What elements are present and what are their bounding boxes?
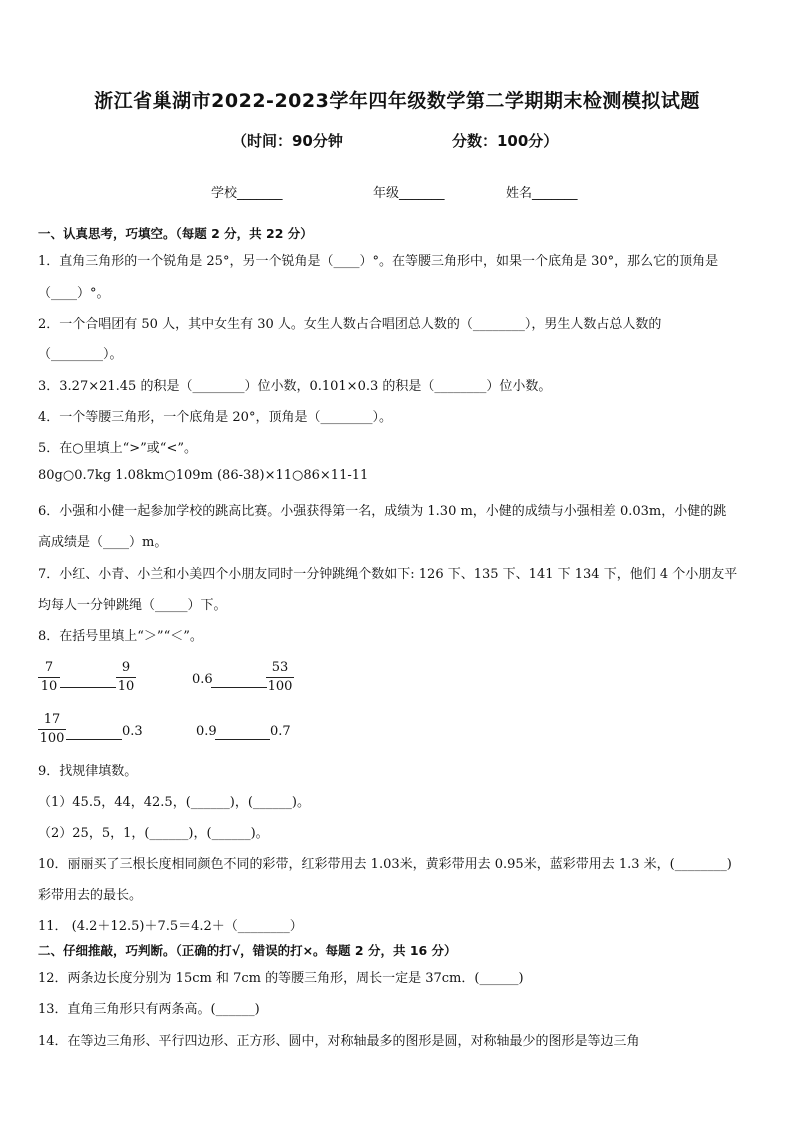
answer-blank[interactable]: [215, 739, 270, 740]
page-title: 浙江省巢湖市2022-2023学年四年级数学第二学期期末检测模拟试题: [94, 90, 700, 112]
section-1-heading: 一、认真思考，巧填空。（每题 2 分，共 22 分）: [38, 226, 313, 241]
denominator: 10: [40, 679, 58, 694]
question-12: 12．两条边长度分别为 15cm 和 7cm 的等腰三角形，周长一定是 37cm．(______): [38, 971, 524, 986]
value-0-7: 0.7: [270, 724, 291, 739]
numerator: 53: [266, 660, 294, 678]
question-7-line-1: 7．小红、小青、小兰和小美四个小朋友同时一分钟跳绳个数如下: 126 下、135 下、141 下 134 下，他们 4 个小朋友平: [38, 567, 738, 582]
question-1-line-2: （____）°。: [38, 286, 110, 301]
question-10-line-1: 10．丽丽买了三根长度相同颜色不同的彩带，红彩带用去 1.03米，黄彩带用去 0.95米，蓝彩带用去 1.3 米，(________): [38, 857, 732, 872]
question-6-line-1: 6．小强和小健一起参加学校的跳高比赛。小强获得第一名，成绩为 1.30 m，小健的成绩与小强相差 0.03m，小健的跳: [38, 504, 727, 519]
value-0-6: 0.6: [192, 672, 213, 687]
question-2-line-2: （________）。: [38, 347, 123, 362]
fraction-53-100: [266, 660, 294, 696]
question-4: 4．一个等腰三角形，一个底角是 20°，顶角是（________）。: [38, 410, 392, 425]
question-1-line-1: 1．直角三角形的一个锐角是 25°，另一个锐角是（____）°。在等腰三角形中，如果一个底角是 30°，那么它的顶角是: [38, 254, 719, 269]
numerator: 7: [38, 660, 60, 678]
numerator: 9: [116, 660, 136, 678]
exam-score: 分数：100分）: [452, 132, 559, 150]
question-11: 11． (4.2＋12.5)＋7.5＝4.2＋（________）: [38, 919, 303, 934]
numerator: 17: [38, 712, 66, 730]
answer-blank[interactable]: [60, 687, 116, 688]
question-14: 14．在等边三角形、平行四边形、正方形、圆中，对称轴最多的图形是圆，对称轴最少的图形是等边三角: [38, 1034, 640, 1049]
question-7-line-2: 均每人一分钟跳绳（_____）下。: [38, 598, 227, 613]
question-9-part-1: （1）45.5，44，42.5，(______)，(______)。: [38, 795, 310, 810]
question-10-line-2: 彩带用去的最长。: [38, 888, 143, 903]
answer-blank[interactable]: [66, 739, 122, 740]
value-0-9: 0.9: [196, 724, 217, 739]
school-field[interactable]: 学校_______: [211, 186, 283, 201]
question-9: 9．找规律填数。: [38, 764, 138, 779]
question-9-part-2: （2）25，5，1，(______)，(______)。: [38, 826, 269, 841]
question-3: 3．3.27×21.45 的积是（________）位小数，0.101×0.3 的积是（________）位小数。: [38, 379, 552, 394]
question-6-line-2: 高成绩是（____）m。: [38, 535, 168, 550]
grade-field[interactable]: 年级_______: [373, 186, 445, 201]
question-5: 5．在○里填上“>”或“<”。: [38, 441, 197, 456]
exam-time: （时间：90分钟: [232, 132, 343, 150]
section-2-heading: 二、仔细推敲，巧判断。（正确的打√，错误的打×。每题 2 分，共 16 分）: [38, 943, 457, 958]
question-2-line-1: 2．一个合唱团有 50 人，其中女生有 30 人。女生人数占合唱团总人数的（________），男生人数占总人数的: [38, 317, 662, 332]
denominator: 10: [117, 679, 135, 694]
fraction-17-100: [38, 712, 66, 748]
question-5-items: 80g○0.7kg 1.08km○109m (86-38)×11○86×11-11: [38, 468, 369, 483]
fraction-9-10: [116, 660, 136, 696]
answer-blank[interactable]: [211, 687, 267, 688]
question-13: 13．直角三角形只有两条高。(______): [38, 1002, 260, 1017]
fraction-7-10: [38, 660, 60, 696]
value-0-3: 0.3: [122, 724, 143, 739]
denominator: 100: [39, 731, 65, 746]
name-field[interactable]: 姓名_______: [506, 186, 578, 201]
denominator: 100: [267, 679, 293, 694]
question-8: 8．在括号里填上“＞”“＜”。: [38, 629, 203, 644]
